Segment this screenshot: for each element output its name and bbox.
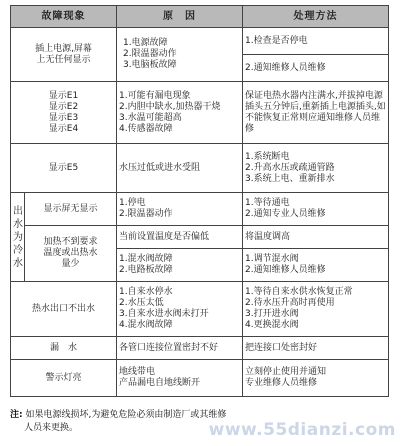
table-row [11,193,389,226]
cause-cell: 1.自来水停水 2.水压太低 3.自来水进水阀未打开 4.混水阀故障 [117,282,243,337]
solution-cell: 将温度调高 [243,226,389,249]
table-row [11,28,389,55]
solution-cell: 1.调节混水阀 2.通知维修人员维修 [243,249,389,282]
cause-cell: 地线带电 产品漏电自地线断开 [117,360,243,397]
symptom-cell: 热水出口不出水 [11,282,117,337]
cause-cell: 1.停电 2.限温器动作 [117,193,243,226]
cold-water-group-label: 出 水 为 冷 水 [11,193,25,282]
table-row [11,337,389,360]
cause-cell: 各管口连接位置密封不好 [117,337,243,360]
header-solution: 处理方法 [243,6,389,28]
solution-cell: 2.通知维修人员维修 [243,55,389,82]
solution-cell: 1.系统断电 2.升高水压或疏通管路 3.系统上电、重新排水 [243,144,389,193]
symptom-cell: 警示灯亮 [11,360,117,397]
cause-cell: 水压过低或进水受阻 [117,144,243,193]
solution-cell: 立刻停止使用并通知 专业维修人员维修 [243,360,389,397]
table-header-row [11,6,389,28]
table-row [11,82,389,144]
table-row [11,360,389,397]
footnote-text: 如果电源线损坏,为避免危险必须由制造厂或其维修 [25,410,227,420]
header-cause: 原 因 [117,6,243,28]
fault-table-container [10,5,388,397]
solution-cell: 1.等待自来水供水恢复正常 2.待水压升高时再使用 3.打开进水阀 4.更换混水阀 [243,282,389,337]
solution-cell: 把连接口处密封好 [243,337,389,360]
fault-table [10,5,389,397]
cause-cell: 当前设置温度是否偏低 [117,226,243,249]
solution-cell: 保证电热水器内注满水,并拔掉电源插头五分钟后,重新插上电源插头,如不能恢复正常则应通知维修人员维修 [243,82,389,144]
header-symptom: 故障现象 [11,6,117,28]
symptom-cell: 显示E1 显示E2 显示E3 显示E4 [11,82,117,144]
table-row [11,144,389,193]
solution-cell: 1.等待通电 2.通知专业人员维修 [243,193,389,226]
table-row [11,226,389,249]
symptom-cell: 显示E5 [11,144,117,193]
watermark: www.55dianzi.com [208,420,396,440]
cause-cell: 1.可能有漏电现象 2.内胆中缺水,加热器干烧 3.水温可能超高 4.传感器故障 [117,82,243,144]
symptom-cell: 显示屏无显示 [25,193,117,226]
symptom-cell: 加热不到要求 温度或出热水 量少 [25,226,117,282]
table-row [11,282,389,337]
footnote-text-continued: 人员来更换。 [24,423,79,433]
cause-cell: 1.电源故障 2.限温器动作 3.电脑板故障 [117,28,243,82]
symptom-cell: 插上电源,屏幕 上无任何显示 [11,28,117,82]
footnote-label: 注: [10,410,23,420]
solution-cell: 1.检查是否停电 [243,28,389,55]
symptom-cell: 漏 水 [11,337,117,360]
cause-cell: 1.混水阀故障 2.电路板故障 [117,249,243,282]
